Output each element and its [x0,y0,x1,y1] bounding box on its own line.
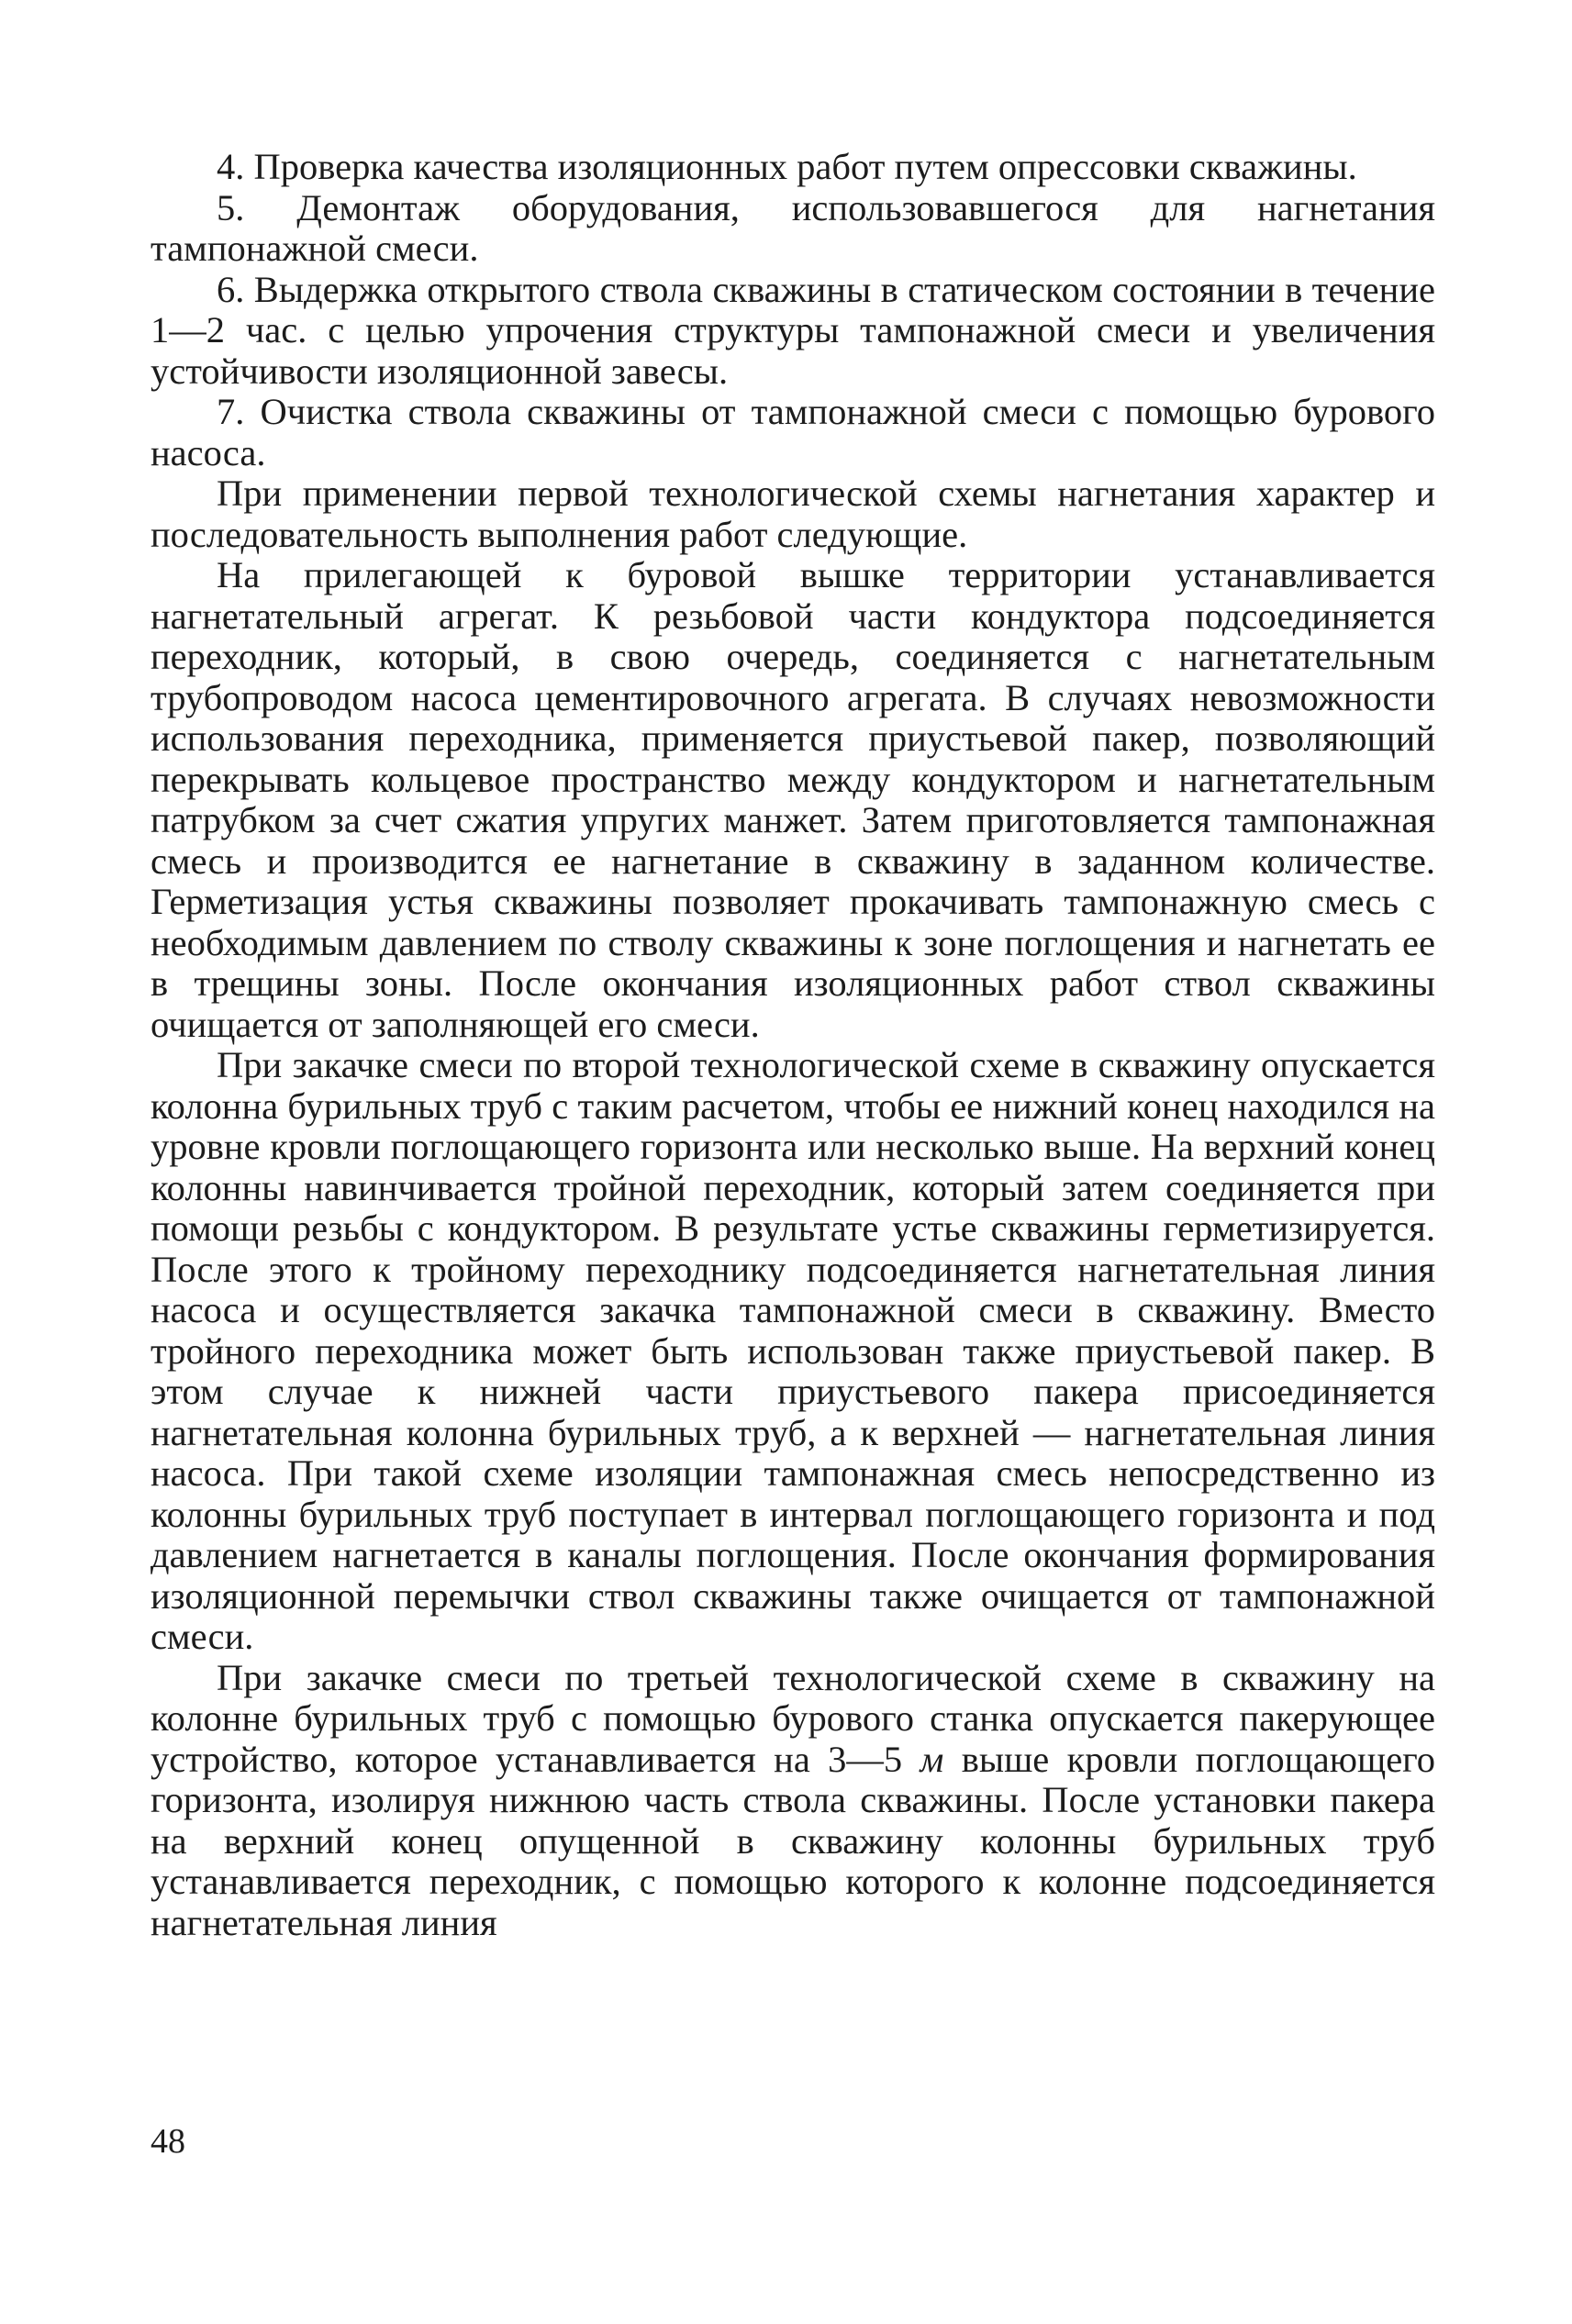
paragraph-first-scheme-intro: При применении первой технологической схемы нагнетания характер и последовательность выполнения работ следующие. [151,473,1435,555]
paragraph-step-7: 7. Очистка ствола скважины от тампонажной смеси с помощью бурового насоса. [151,391,1435,473]
page-text [151,147,1435,1943]
paragraph-first-scheme-details: На прилегающей к буровой вышке территории устанавливается нагнетательный агрегат. К резьбовой части кондуктора подсоединяется переходник, который, в свою очередь, соединяется с нагнетательным трубопроводом насоса цементировочного агрегата. В случаях невозможности использования переходника, применяется приустьевой пакер, позволяющий перекрывать кольцевое пространство между кондуктором и нагнетательным патрубком за счет сжатия упругих манжет. Затем приготовляется тампонажная смесь и производится ее нагнетание в скважину в заданном количестве. Герметизация устья скважины позволяет прокачивать тампонажную смесь с необходимым давлением по стволу скважины к зоне поглощения и нагнетать ее в трещины зоны. После окончания изоляционных работ ствол скважины очищается от заполняющей его смеси. [151,554,1435,1045]
third-scheme-text-start: При закачке смеси по третьей технологической схеме в скважину на колонне бурильных труб с помощью бурового станка опускается пакерующее устройство, которое устанавливается на 3—5 [151,1656,1435,1780]
page-number: 48 [151,2122,185,2161]
units-meters: м [920,1738,944,1780]
paragraph-second-scheme: При закачке смеси по второй технологической схеме в скважину опускается колонна бурильных труб с таким расчетом, чтобы ее нижний конец находился на уровне кровли поглощающего горизонта или несколько выше. На верхний конец колонны навинчивается тройной переходник, который затем соединяется при помощи резьбы с кондуктором. В результате устье скважины герметизируется. После этого к тройному переходнику подсоединяется нагнетательная линия насоса и осуществляется закачка тампонажной смеси в скважину. Вместо тройного переходника может быть использован также приустьевой пакер. В этом случае к нижней части приустьевого пакера присоединяется нагнетательная колонна бурильных труб, а к верхней — нагнетательная линия насоса. При такой схеме изоляции тампонажная смесь непосредственно из колонны бурильных труб поступает в интервал поглощающего горизонта и под давлением нагнетается в каналы поглощения. После окончания формирования изоляционной перемычки ствол скважины также очищается от тампонажной смеси. [151,1044,1435,1657]
paragraph-step-4: 4. Проверка качества изоляционных работ путем опрессовки скважины. [217,146,1357,187]
paragraph-third-scheme [151,1658,1435,1944]
third-scheme-text-end: выше кровли поглощающего горизонта, изолируя нижнюю часть ствола скважины. После установки пакера на верхний конец опущенной в скважину колонны бурильных труб устанавливается переходник, с помощью которого к колонне подсоединяется нагнетательная линия [151,1738,1436,1943]
paragraph-step-5: 5. Демонтаж оборудования, использовавшегося для нагнетания тампонажной смеси. [151,186,1435,269]
paragraph-step-6: 6. Выдержка открытого ствола скважины в статическом состоянии в течение 1—2 час. с целью упрочения структуры тампонажной смеси и увеличения устойчивости изоляционной завесы. [151,268,1435,392]
